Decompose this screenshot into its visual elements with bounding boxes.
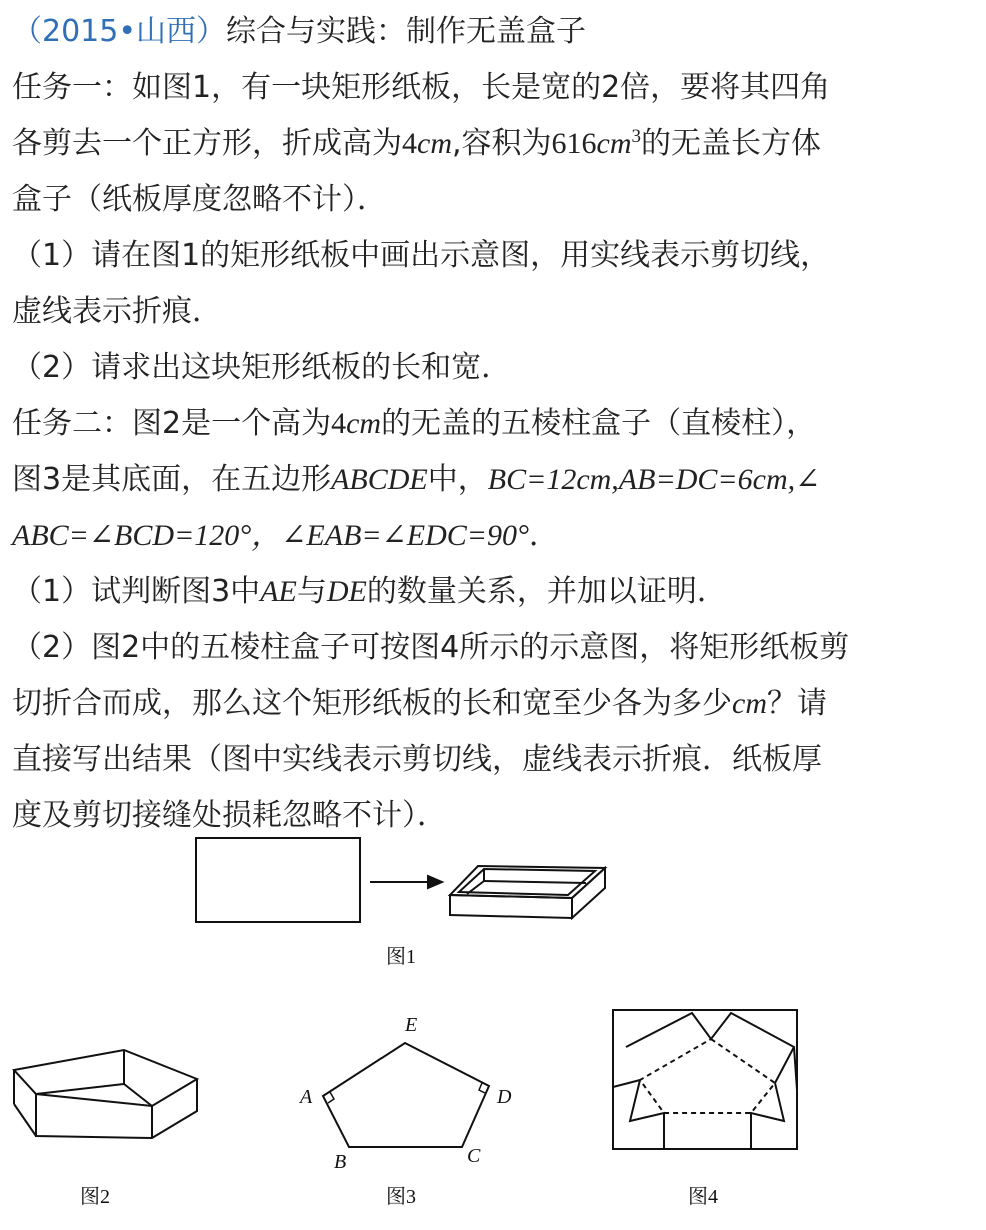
task2-l3-end: ． — [529, 518, 560, 553]
pentagon-name: ABCDE — [331, 463, 428, 496]
task2-l1-text: 任务二：图2是一个高为 — [12, 406, 332, 441]
problem-title: 综合与实践：制作无盖盒子 — [226, 14, 587, 49]
prism-height-value: 4 — [331, 407, 347, 440]
source-tag: （2015•山西） — [12, 14, 227, 49]
figure-4 — [613, 1010, 797, 1149]
task2-q2-unit: cm — [732, 687, 767, 720]
figure-2 — [14, 1050, 197, 1138]
volume-exponent: 3 — [631, 126, 642, 147]
volume-value: 616 — [551, 127, 597, 160]
fig1-caption: 图1 — [386, 946, 416, 968]
fig2-top-rim — [14, 1050, 197, 1106]
volume-unit: cm — [596, 127, 632, 160]
segment-ae: AE — [260, 575, 297, 608]
label-c: C — [467, 1145, 481, 1167]
task1-line3: 盒子（纸板厚度忽略不计）． — [12, 182, 387, 217]
task1-q1-line1: （1）请在图1的矩形纸板中画出示意图，用实线表示剪切线， — [12, 238, 831, 273]
label-a: A — [300, 1086, 313, 1108]
fig2-front-edges — [36, 1079, 197, 1138]
fig4-fold-lines — [640, 1039, 775, 1113]
fig2-bottom-left-edge — [14, 1104, 36, 1136]
fig2-caption: 图2 — [80, 1186, 110, 1208]
figure-3 — [298, 1014, 512, 1173]
task1-l2-text3: 的无盖长方体 — [641, 126, 822, 161]
task2-q1-and: 与 — [296, 574, 327, 609]
task1-q1-line2: 虚线表示折痕． — [12, 294, 222, 329]
task2-l2-text: 图3是其底面，在五边形 — [12, 462, 332, 497]
height-unit: cm — [417, 127, 452, 160]
fig3-caption: 图3 — [386, 1186, 416, 1208]
fig1-rectangle — [196, 838, 360, 922]
right-angle-a — [328, 1092, 334, 1103]
fig4-cut-lines — [613, 1013, 797, 1149]
pentagon-conditions-1: BC=12cm,AB=DC=6cm,∠ — [487, 463, 821, 496]
task1-l2-text: 各剪去一个正方形，折成高为 — [12, 126, 402, 161]
task2-q2-line3: 直接写出结果（图中实线表示剪切线，虚线表示折痕．纸板厚 — [12, 742, 822, 777]
label-b: B — [334, 1151, 347, 1173]
task2-q2-line1: （2）图2中的五棱柱盒子可按图4所示的示意图，将矩形纸板剪 — [12, 630, 850, 665]
task2-q2-text2: ？请 — [766, 686, 827, 721]
fig2-inner-fold — [36, 1050, 124, 1094]
task2-l1-text2: 的无盖的五棱柱盒子（直棱柱）， — [381, 406, 817, 441]
height-value: 4 — [402, 127, 417, 160]
task1-line1: 任务一：如图1，有一块矩形纸板，长是宽的2倍，要将其四角 — [12, 70, 831, 105]
prism-height-unit: cm — [346, 407, 382, 440]
figure-1 — [196, 838, 605, 922]
task2-l2-text2: 中， — [427, 462, 488, 497]
task1-l2-text2: ,容积为 — [451, 126, 552, 161]
task2-q1-text2: 的数量关系，并加以证明． — [366, 574, 727, 609]
task1-q2: （2）请求出这块矩形纸板的长和宽． — [12, 350, 512, 385]
label-d: D — [497, 1086, 512, 1108]
label-e: E — [405, 1014, 418, 1036]
fig1-open-box — [450, 866, 605, 918]
segment-de: DE — [326, 575, 367, 608]
fig4-caption: 图4 — [688, 1186, 718, 1208]
task2-q2-line4: 度及剪切接缝处损耗忽略不计）． — [12, 798, 447, 833]
task2-q1-text: （1）试判断图3中 — [12, 574, 261, 609]
fig1-arrow-head — [428, 876, 442, 888]
pentagon-conditions-2: ABC=∠BCD=120°，∠EAB=∠EDC=90° — [12, 519, 530, 552]
pentagon-abcde — [323, 1043, 489, 1147]
task2-q2-text: 切折合而成，那么这个矩形纸板的长和宽至少各为多少 — [12, 686, 732, 721]
